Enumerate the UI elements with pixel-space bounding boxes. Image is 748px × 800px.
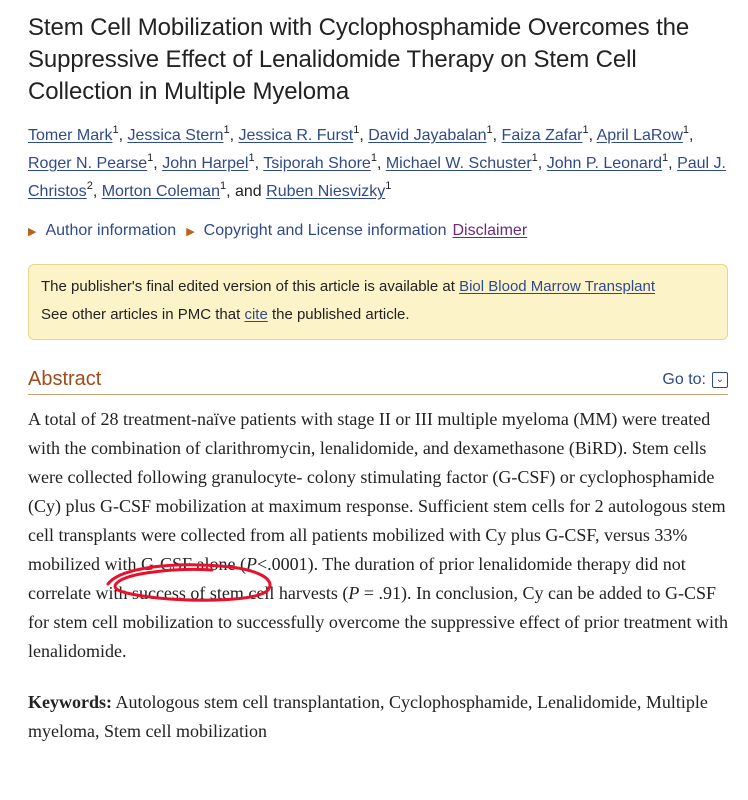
article-title: Stem Cell Mobilization with Cyclophosphamide Overcomes the Suppressive Effect of Lenalidomide Therapy on Stem Cell Collection in Multiple Myeloma (28, 14, 690, 105)
article-container (28, 0, 728, 746)
keywords-label: Keywords: (28, 692, 112, 712)
journal-link[interactable]: Biol Blood Marrow Transplant (459, 278, 656, 295)
p-value-symbol: P (245, 554, 257, 574)
and-word: and (235, 183, 267, 200)
copyright-license-toggle[interactable]: Copyright and License information (203, 222, 447, 239)
author-link[interactable]: April LaRow (596, 127, 683, 144)
affiliation-number[interactable]: 1 (486, 124, 493, 136)
affiliation-number[interactable]: 1 (531, 152, 538, 164)
author-link[interactable]: Michael W. Schuster (385, 155, 532, 172)
disclaimer-link[interactable]: Disclaimer (452, 222, 528, 239)
author-link[interactable]: Ruben Niesvizky (266, 183, 386, 200)
affiliation-number[interactable]: 1 (112, 124, 119, 136)
author-link[interactable]: Roger N. Pearse (28, 155, 148, 172)
expand-triangle-icon: ▶ (28, 225, 37, 238)
cite-link[interactable]: cite (244, 306, 268, 323)
abstract-header (28, 368, 728, 395)
affiliation-number[interactable]: 1 (370, 152, 377, 164)
expand-triangle-icon: ▶ (186, 225, 195, 238)
abstract-text-part: A total of 28 treatment-naïve patients with stage II or III multiple myeloma (MM) were treated with the combination of clarithromycin, lenalidomide, and dexamethasone (BiRD). Stem cells were collected following granulocyte- colony stimulating factor (G-CSF) or cyclophosphamide (Cy) plus G-CSF mobilization at maximum response. Sufficient stem cells for 2 autologous stem cell transplants were collected from all patients mobilized with Cy plus G-CSF, versus 33% mobilized with G-CSF alone ( (28, 409, 726, 574)
keywords-text: Autologous stem cell transplantation, Cyclophosphamide, Lenalidomide, Multiple myeloma, Stem cell mobilization (28, 692, 708, 741)
author-list: Tomer Mark$^1$, Jessica Stern$^1$, Jessica R. Furst$^1$, David Jayabalan$^1$, Faiza Zafar$^1$, April LaRow$^1$, Roger N. Pearse$^1$, John Harpel$^1$, Tsiporah Shore$^1$, Michael W. Schuster$^1$, John P. Leonard$^1$, Paul J. Christos$^2$, Morton Coleman$^1$, and Ruben Niesvizky$^1$ (28, 124, 726, 200)
affiliation-number[interactable]: 2 (86, 180, 93, 192)
affiliation-number[interactable]: 1 (147, 152, 154, 164)
notice-text: The publisher's final edited version of this article is available at (41, 278, 460, 295)
notice-text: the published article. (267, 306, 410, 323)
affiliation-number[interactable]: 1 (385, 180, 392, 192)
affiliation-number[interactable]: 1 (248, 152, 255, 164)
author-link[interactable]: Jessica Stern (127, 127, 224, 144)
author-information-toggle[interactable]: Author information (45, 222, 177, 239)
abstract-text (28, 405, 728, 666)
affiliation-number[interactable]: 1 (662, 152, 669, 164)
author-link[interactable]: Tsiporah Shore (263, 155, 371, 172)
chevron-down-icon[interactable]: ⌄ (712, 372, 728, 388)
abstract-text-part: = .91). In conclusion, Cy can be added to G-CSF for stem cell mobilization to successfully overcome the suppressive effect of prior treatment with lenalidomide. (28, 583, 728, 661)
author-link[interactable]: Tomer Mark (28, 127, 113, 144)
affiliation-number[interactable]: 1 (353, 124, 360, 136)
publisher-notice (28, 264, 728, 340)
affiliation-number[interactable]: 1 (582, 124, 589, 136)
author-link[interactable]: John P. Leonard (546, 155, 663, 172)
keywords (28, 688, 728, 746)
p-value-symbol: P (348, 583, 360, 603)
affiliation-number[interactable]: 1 (223, 124, 230, 136)
author-link[interactable]: David Jayabalan (368, 127, 487, 144)
affiliation-number[interactable]: 1 (219, 180, 227, 192)
author-link[interactable]: Paul J. Christos (28, 155, 726, 200)
abstract-heading: Abstract (28, 368, 102, 390)
article-meta-bar (28, 222, 728, 240)
goto-menu[interactable] (662, 371, 728, 389)
author-link[interactable]: John Harpel (162, 155, 249, 172)
author-link[interactable]: Morton Coleman (101, 183, 220, 200)
abstract-text-part: <.0001). The duration of prior lenalidomide therapy did not correlate with success of stem cell harvests ( (28, 554, 686, 603)
goto-label: Go to: (662, 370, 706, 388)
affiliation-number[interactable]: 1 (682, 124, 689, 136)
author-link[interactable]: Jessica R. Furst (238, 127, 354, 144)
notice-text: See other articles in PMC that (41, 306, 245, 323)
author-link[interactable]: Faiza Zafar (501, 127, 583, 144)
